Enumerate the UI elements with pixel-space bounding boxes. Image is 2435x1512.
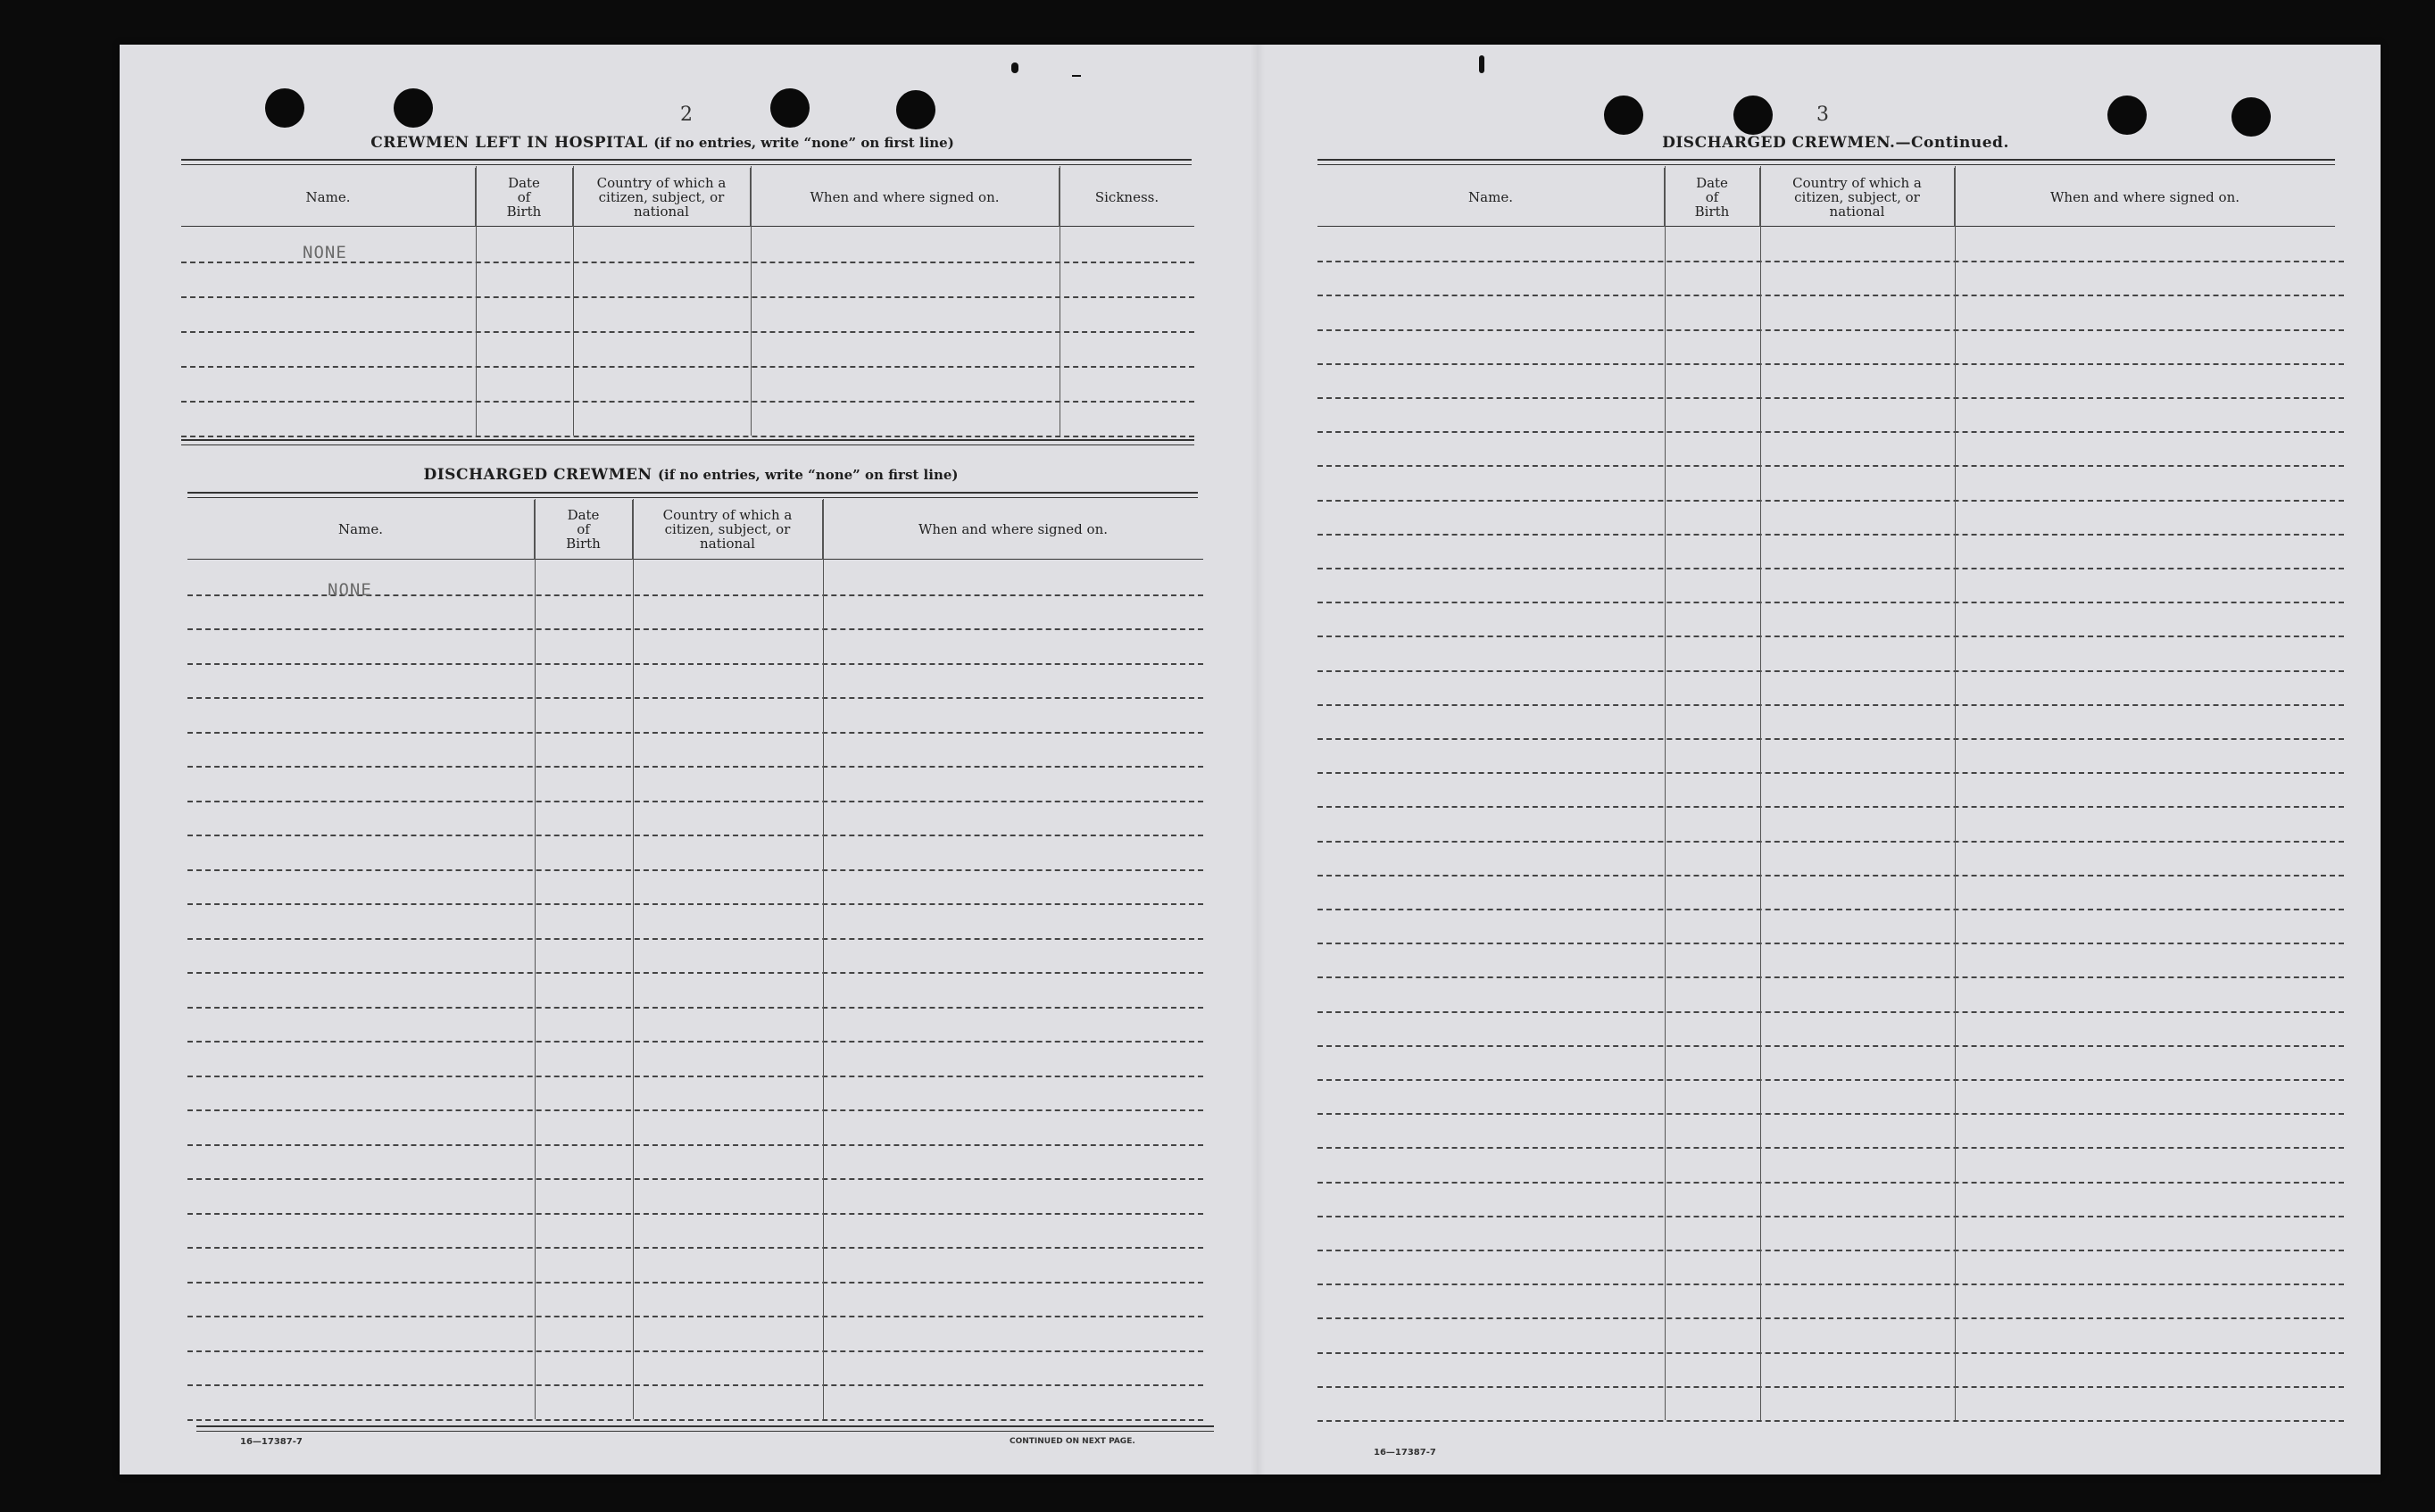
hospital-title-text: CREWMEN LEFT IN HOSPITAL — [370, 134, 648, 152]
form-row-line — [1317, 1045, 2344, 1047]
col-header-date-of-birth: Date of Birth — [1665, 168, 1760, 227]
form-column-rule — [633, 499, 634, 1419]
form-row-line — [1317, 841, 2344, 843]
form-row-line — [1317, 397, 2344, 399]
form-column-rule — [476, 166, 477, 436]
form-row-line — [187, 972, 1203, 974]
form-row-line — [1317, 1079, 2344, 1081]
ink-speck — [1479, 55, 1484, 73]
page-number-right: 3 — [1816, 104, 1829, 126]
form-row-line — [181, 366, 1194, 368]
col-header-country: Country of which a citizen, subject, or national — [573, 168, 751, 227]
form-row-line — [1317, 738, 2344, 740]
form-row-line — [187, 1144, 1203, 1146]
form-row-line — [181, 331, 1194, 333]
col-header-name: Name. — [181, 168, 476, 227]
form-row-line — [1317, 295, 2344, 296]
hospital-bottom-rule — [181, 439, 1194, 445]
document-sheet — [120, 45, 2381, 1475]
form-row-line — [1317, 534, 2344, 536]
punch-hole — [896, 90, 935, 129]
col-header-date-of-birth: Date of Birth — [476, 168, 573, 227]
form-row-line — [181, 401, 1194, 403]
form-row-line — [1317, 1216, 2344, 1217]
form-code-right: 16—17387-7 — [1374, 1448, 1436, 1458]
form-row-line — [181, 436, 1194, 437]
col-header-name: Name. — [1317, 168, 1665, 227]
form-row-line — [187, 628, 1203, 630]
discharged-top-rule — [187, 492, 1198, 498]
form-row-line — [1317, 772, 2344, 774]
page-number-left: 2 — [680, 104, 693, 126]
form-column-rule — [1665, 166, 1666, 1420]
form-row-line — [1317, 363, 2344, 365]
right-table-header — [1317, 168, 2335, 227]
form-row-line — [1317, 602, 2344, 603]
form-row-line — [187, 938, 1203, 940]
discharged-section-title — [187, 466, 1194, 484]
form-row-line — [187, 1076, 1203, 1077]
ink-speck — [1072, 75, 1081, 77]
form-row-line — [1317, 1011, 2344, 1013]
form-row-line — [187, 1007, 1203, 1009]
discharged-table-rows — [187, 560, 1203, 1429]
discharged-first-entry: NONE — [328, 580, 372, 600]
form-row-line — [187, 1178, 1203, 1180]
form-row-line — [1317, 909, 2344, 910]
form-row-line — [1317, 806, 2344, 808]
form-row-line — [187, 1213, 1203, 1215]
form-column-rule — [535, 499, 536, 1419]
form-row-line — [187, 663, 1203, 665]
continued-note: CONTINUED ON NEXT PAGE. — [1010, 1437, 1135, 1446]
form-row-line — [187, 1247, 1203, 1249]
form-row-line — [187, 1384, 1203, 1386]
form-row-line — [1317, 500, 2344, 502]
right-top-rule — [1317, 159, 2335, 165]
form-row-line — [1317, 670, 2344, 672]
form-row-line — [1317, 1420, 2344, 1422]
form-row-line — [1317, 1182, 2344, 1184]
punch-hole — [770, 88, 810, 128]
form-row-line — [1317, 704, 2344, 706]
form-column-rule — [573, 166, 574, 436]
punch-hole — [1733, 96, 1773, 135]
page-fold — [1251, 45, 1265, 1475]
punch-hole — [1604, 96, 1643, 135]
form-row-line — [187, 1109, 1203, 1111]
form-row-line — [1317, 431, 2344, 433]
form-row-line — [187, 1419, 1203, 1421]
col-header-name: Name. — [187, 500, 535, 560]
punch-hole — [265, 88, 304, 128]
form-row-line — [1317, 1352, 2344, 1354]
form-row-line — [1317, 465, 2344, 467]
col-header-signed-on: When and where signed on. — [1955, 168, 2335, 227]
form-row-line — [187, 869, 1203, 871]
form-row-line — [1317, 1250, 2344, 1251]
punch-hole — [394, 88, 433, 128]
discharged-title-note: (if no entries, write “none” on first line) — [657, 467, 959, 483]
form-column-rule — [751, 166, 752, 436]
form-row-line — [1317, 1317, 2344, 1319]
discharged-table-header — [187, 500, 1203, 560]
form-row-line — [1317, 1284, 2344, 1285]
form-row-line — [187, 697, 1203, 699]
form-row-line — [187, 1350, 1203, 1352]
right-table-rows — [1317, 227, 2344, 1437]
form-row-line — [187, 903, 1203, 905]
form-row-line — [1317, 568, 2344, 569]
form-row-line — [1317, 261, 2344, 262]
form-row-line — [1317, 1386, 2344, 1388]
form-column-rule — [823, 499, 824, 1419]
hospital-top-rule — [181, 159, 1192, 165]
col-header-country: Country of which a citizen, subject, or national — [1760, 168, 1955, 227]
punch-hole — [2107, 96, 2147, 135]
form-row-line — [187, 732, 1203, 734]
form-row-line — [187, 1282, 1203, 1284]
punch-hole — [2231, 97, 2271, 137]
form-row-line — [187, 1041, 1203, 1043]
right-section-title: DISCHARGED CREWMEN.—Continued. — [1662, 134, 2009, 152]
col-header-signed-on: When and where signed on. — [751, 168, 1060, 227]
hospital-title-note: (if no entries, write “none” on first line) — [653, 135, 954, 151]
form-row-line — [1317, 1113, 2344, 1115]
form-row-line — [1317, 976, 2344, 978]
col-header-sickness: Sickness. — [1060, 168, 1194, 227]
form-row-line — [181, 296, 1194, 298]
col-header-date-of-birth: Date of Birth — [535, 500, 633, 560]
form-row-line — [187, 835, 1203, 836]
form-row-line — [187, 766, 1203, 768]
discharged-title-text: DISCHARGED CREWMEN — [423, 466, 652, 484]
form-row-line — [187, 801, 1203, 802]
form-code-left: 16—17387-7 — [240, 1437, 303, 1447]
form-row-line — [187, 1316, 1203, 1317]
col-header-signed-on: When and where signed on. — [823, 500, 1203, 560]
form-row-line — [1317, 875, 2344, 876]
ink-speck — [1011, 62, 1018, 73]
form-row-line — [1317, 636, 2344, 637]
hospital-table-header — [181, 168, 1194, 227]
discharged-bottom-rule — [196, 1425, 1214, 1432]
form-row-line — [1317, 1147, 2344, 1149]
form-column-rule — [1760, 166, 1761, 1420]
hospital-first-entry: NONE — [303, 243, 347, 262]
form-row-line — [1317, 943, 2344, 944]
form-column-rule — [1955, 166, 1956, 1420]
hospital-section-title — [181, 134, 1143, 152]
form-row-line — [1317, 329, 2344, 331]
col-header-country: Country of which a citizen, subject, or national — [633, 500, 823, 560]
